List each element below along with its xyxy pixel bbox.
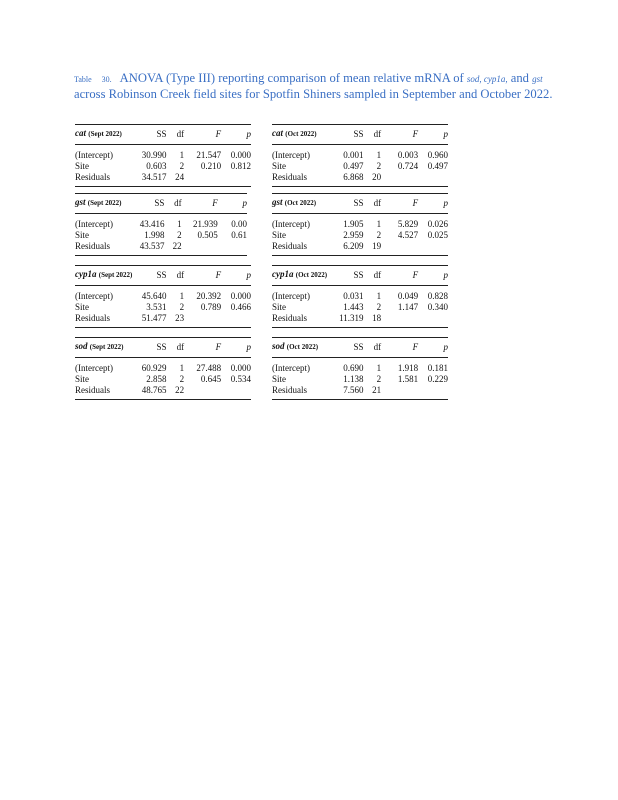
table-cell: 24 xyxy=(167,172,185,187)
column-header-ss: SS xyxy=(137,194,165,214)
table-cell: 0.828 xyxy=(427,291,448,301)
column-header-p: p xyxy=(418,266,448,286)
row-label: Residuals xyxy=(75,385,138,400)
gene-name: gst xyxy=(75,197,86,207)
sampling-period: (Oct 2022) xyxy=(285,130,317,138)
table-cell: 0.026 xyxy=(427,219,448,229)
table-cell: 4.527 xyxy=(397,230,419,240)
table-cell: 60.929 xyxy=(141,363,167,373)
gene-header xyxy=(75,194,137,214)
sampling-period: (Oct 2022) xyxy=(284,199,317,207)
column-header-p: p xyxy=(418,338,448,358)
column-header-p: p xyxy=(418,125,448,145)
caption-genes-2: gst xyxy=(532,74,543,84)
gene-header xyxy=(75,266,138,286)
table-row xyxy=(272,214,448,231)
table-cell: 21.939 xyxy=(192,219,218,229)
row-label: Residuals xyxy=(272,172,335,187)
table-cell xyxy=(418,385,448,400)
anova-table-cyp1a-oct xyxy=(272,265,448,328)
row-label: Site xyxy=(272,302,287,312)
column-header-ss: SS xyxy=(335,125,363,145)
table-cell xyxy=(381,172,418,187)
table-header-row xyxy=(272,125,448,145)
table-cell xyxy=(418,241,448,256)
table-cell: 1.998 xyxy=(144,230,165,240)
table-row xyxy=(272,286,448,303)
column-header-ss: SS xyxy=(335,338,363,358)
table-cell xyxy=(184,172,221,187)
row-label: Residuals xyxy=(75,172,138,187)
table-cell: 2 xyxy=(179,374,185,384)
gene-header xyxy=(272,338,335,358)
column-header-p: p xyxy=(218,194,247,214)
table-cell: 0.497 xyxy=(343,161,364,171)
column-header-df: df xyxy=(167,338,185,358)
sampling-period: (Sept 2022) xyxy=(98,271,133,279)
table-cell: 48.765 xyxy=(138,385,166,400)
table-cell xyxy=(381,241,418,256)
anova-table-sod-sept xyxy=(75,337,251,400)
column-header-f: F xyxy=(381,266,418,286)
table-row xyxy=(272,172,448,187)
table-row xyxy=(75,302,251,313)
table-cell: 3.531 xyxy=(146,302,167,312)
table-cell: 23 xyxy=(167,313,185,328)
row-label: (Intercept) xyxy=(272,219,310,229)
table-cell: 1 xyxy=(177,219,182,229)
table-cell: 11.319 xyxy=(335,313,363,328)
table-cell: 0.812 xyxy=(230,161,251,171)
row-label: Site xyxy=(272,230,287,240)
table-cell: 20.392 xyxy=(196,291,222,301)
table-row xyxy=(272,374,448,385)
table-cell: 0.00 xyxy=(231,219,247,229)
column-header-ss: SS xyxy=(138,338,166,358)
sampling-period: (Oct 2022) xyxy=(295,271,328,279)
table-cell: 5.829 xyxy=(397,219,419,229)
table-header-row xyxy=(75,125,251,145)
row-label: Site xyxy=(272,161,287,171)
table-header-row xyxy=(75,338,251,358)
table-row xyxy=(75,241,247,256)
table-cell: 1.138 xyxy=(343,374,364,384)
column-header-p: p xyxy=(221,125,251,145)
gene-header xyxy=(75,125,138,145)
caption-genes-1: sod, cyp1a, xyxy=(466,74,508,84)
table-cell: 1 xyxy=(376,219,382,229)
column-header-f: F xyxy=(381,338,418,358)
table-row xyxy=(75,286,251,303)
row-label: (Intercept) xyxy=(75,219,113,229)
table-cell: 0.000 xyxy=(230,363,251,373)
row-label: Site xyxy=(272,374,287,384)
anova-table-cat-sept xyxy=(75,124,251,187)
table-cell: 2.959 xyxy=(343,230,364,240)
caption-text-2: and xyxy=(507,71,533,85)
table-cell: 0.000 xyxy=(230,291,251,301)
table-cell: 0.003 xyxy=(397,150,419,160)
table-header-row xyxy=(272,266,448,286)
table-cell: 0.466 xyxy=(230,302,251,312)
table-cell xyxy=(221,385,251,400)
table-row xyxy=(75,313,251,328)
table-cell: 51.477 xyxy=(138,313,166,328)
row-label: (Intercept) xyxy=(75,291,113,301)
caption-text-3: across Robinson Creek field sites for Spotfin Shiners sampled in September and October 2022. xyxy=(74,87,553,101)
column-header-f: F xyxy=(184,338,221,358)
gene-name: cyp1a xyxy=(75,269,97,279)
table-row xyxy=(75,161,251,172)
table-row xyxy=(75,385,251,400)
column-header-f: F xyxy=(182,194,218,214)
sampling-period: (Sept 2022) xyxy=(89,343,124,351)
table-cell: 1 xyxy=(179,363,185,373)
table-cell: 2 xyxy=(177,230,182,240)
caption-text-1: ANOVA (Type III) reporting comparison of mean relative mRNA of xyxy=(119,71,467,85)
row-label: Site xyxy=(75,302,90,312)
table-cell xyxy=(184,313,221,328)
table-cell: 6.868 xyxy=(335,172,363,187)
table-row xyxy=(75,230,247,241)
row-label: (Intercept) xyxy=(75,363,113,373)
row-label: Site xyxy=(75,374,90,384)
table-cell: 22 xyxy=(164,241,181,256)
table-cell: 7.560 xyxy=(335,385,363,400)
column-header-ss: SS xyxy=(335,194,363,214)
table-cell: 1 xyxy=(376,363,382,373)
table-cell: 0.789 xyxy=(200,302,222,312)
column-header-ss: SS xyxy=(138,125,166,145)
column-header-f: F xyxy=(184,125,221,145)
column-header-f: F xyxy=(381,125,418,145)
table-cell: 0.049 xyxy=(397,291,419,301)
sampling-period: (Sept 2022) xyxy=(87,199,122,207)
table-row xyxy=(272,302,448,313)
gene-name: cat xyxy=(75,128,86,138)
table-cell: 45.640 xyxy=(141,291,167,301)
table-cell: 0.031 xyxy=(343,291,364,301)
sampling-period: (Sept 2022) xyxy=(88,130,122,138)
table-cell: 6.209 xyxy=(335,241,363,256)
sampling-period: (Oct 2022) xyxy=(286,343,319,351)
gene-name: sod xyxy=(75,341,88,351)
anova-table-sod-oct xyxy=(272,337,448,400)
table-cell: 0.505 xyxy=(197,230,218,240)
table-cell: 18 xyxy=(364,313,382,328)
row-label: Residuals xyxy=(272,313,335,328)
anova-table-cyp1a-sept xyxy=(75,265,251,328)
table-header-row xyxy=(272,194,448,214)
column-header-ss: SS xyxy=(138,266,166,286)
table-cell xyxy=(218,241,247,256)
table-caption xyxy=(74,71,554,102)
table-cell xyxy=(221,313,251,328)
table-cell: 2 xyxy=(376,161,382,171)
table-cell: 0.603 xyxy=(146,161,167,171)
table-cell: 2.858 xyxy=(146,374,167,384)
table-cell: 0.724 xyxy=(397,161,419,171)
table-cell: 1.147 xyxy=(397,302,419,312)
column-header-ss: SS xyxy=(335,266,363,286)
table-header-row xyxy=(272,338,448,358)
gene-header xyxy=(75,338,138,358)
row-label: (Intercept) xyxy=(272,150,310,160)
table-cell: 1.443 xyxy=(343,302,364,312)
gene-name: gst xyxy=(272,197,283,207)
column-header-f: F xyxy=(184,266,221,286)
table-cell: 19 xyxy=(364,241,382,256)
table-cell xyxy=(182,241,218,256)
table-cell: 1.918 xyxy=(397,363,419,373)
column-header-df: df xyxy=(167,266,185,286)
table-cell: 43.416 xyxy=(139,219,165,229)
table-cell: 2 xyxy=(376,374,382,384)
table-cell: 0.960 xyxy=(427,150,448,160)
table-cell: 1 xyxy=(179,291,185,301)
table-row xyxy=(75,172,251,187)
row-label: (Intercept) xyxy=(75,150,113,160)
column-header-df: df xyxy=(167,125,185,145)
table-cell: 34.517 xyxy=(138,172,166,187)
table-cell: 0.000 xyxy=(230,150,251,160)
column-header-p: p xyxy=(221,266,251,286)
column-header-df: df xyxy=(164,194,181,214)
table-cell: 2 xyxy=(376,230,382,240)
table-header-row xyxy=(75,194,247,214)
table-header-row xyxy=(75,266,251,286)
table-cell: 22 xyxy=(167,385,185,400)
gene-header xyxy=(272,266,335,286)
table-cell: 0.210 xyxy=(200,161,222,171)
table-row xyxy=(272,358,448,375)
table-cell: 1 xyxy=(376,291,382,301)
column-header-df: df xyxy=(364,125,382,145)
table-row xyxy=(75,358,251,375)
table-cell: 0.61 xyxy=(231,230,247,240)
table-cell: 0.645 xyxy=(200,374,222,384)
gene-name: sod xyxy=(272,341,285,351)
table-cell: 30.990 xyxy=(141,150,167,160)
table-cell: 0.181 xyxy=(427,363,448,373)
table-cell: 0.001 xyxy=(343,150,364,160)
table-row xyxy=(75,374,251,385)
column-header-f: F xyxy=(381,194,418,214)
table-cell: 1 xyxy=(376,150,382,160)
table-cell: 20 xyxy=(364,172,382,187)
table-cell: 1 xyxy=(179,150,185,160)
table-row xyxy=(272,385,448,400)
table-cell: 2 xyxy=(179,302,185,312)
column-header-p: p xyxy=(221,338,251,358)
table-cell: 1.905 xyxy=(343,219,364,229)
anova-table-cat-oct xyxy=(272,124,448,187)
table-cell: 1.581 xyxy=(397,374,419,384)
table-cell xyxy=(418,313,448,328)
table-row xyxy=(272,145,448,162)
column-header-p: p xyxy=(418,194,448,214)
table-row xyxy=(75,214,247,231)
row-label: Residuals xyxy=(272,241,335,256)
anova-table-gst-sept xyxy=(75,193,247,256)
table-cell: 0.340 xyxy=(427,302,448,312)
table-cell: 21.547 xyxy=(196,150,222,160)
table-cell xyxy=(184,385,221,400)
column-header-df: df xyxy=(364,338,382,358)
table-row xyxy=(272,241,448,256)
table-row xyxy=(272,313,448,328)
caption-label: Table xyxy=(74,75,92,84)
row-label: Residuals xyxy=(272,385,335,400)
row-label: Residuals xyxy=(75,313,138,328)
table-row xyxy=(272,230,448,241)
column-header-df: df xyxy=(364,266,382,286)
gene-header xyxy=(272,194,335,214)
row-label: (Intercept) xyxy=(272,363,310,373)
table-row xyxy=(75,145,251,162)
table-cell: 2 xyxy=(376,302,382,312)
table-cell: 43.537 xyxy=(137,241,165,256)
table-cell: 21 xyxy=(364,385,382,400)
table-cell xyxy=(221,172,251,187)
table-cell: 0.534 xyxy=(230,374,251,384)
row-label: Residuals xyxy=(75,241,137,256)
table-cell: 0.690 xyxy=(343,363,364,373)
table-cell xyxy=(381,385,418,400)
table-cell: 0.025 xyxy=(427,230,448,240)
table-cell xyxy=(418,172,448,187)
gene-name: cyp1a xyxy=(272,269,294,279)
row-label: Site xyxy=(75,230,90,240)
table-cell: 0.229 xyxy=(427,374,448,384)
row-label: Site xyxy=(75,161,90,171)
gene-header xyxy=(272,125,335,145)
table-cell: 27.488 xyxy=(196,363,222,373)
column-header-df: df xyxy=(364,194,382,214)
table-cell: 2 xyxy=(179,161,185,171)
caption-number: 30. xyxy=(101,75,112,84)
table-row xyxy=(272,161,448,172)
row-label: (Intercept) xyxy=(272,291,310,301)
table-cell xyxy=(381,313,418,328)
anova-table-gst-oct xyxy=(272,193,448,256)
gene-name: cat xyxy=(272,128,283,138)
table-cell: 0.497 xyxy=(427,161,448,171)
